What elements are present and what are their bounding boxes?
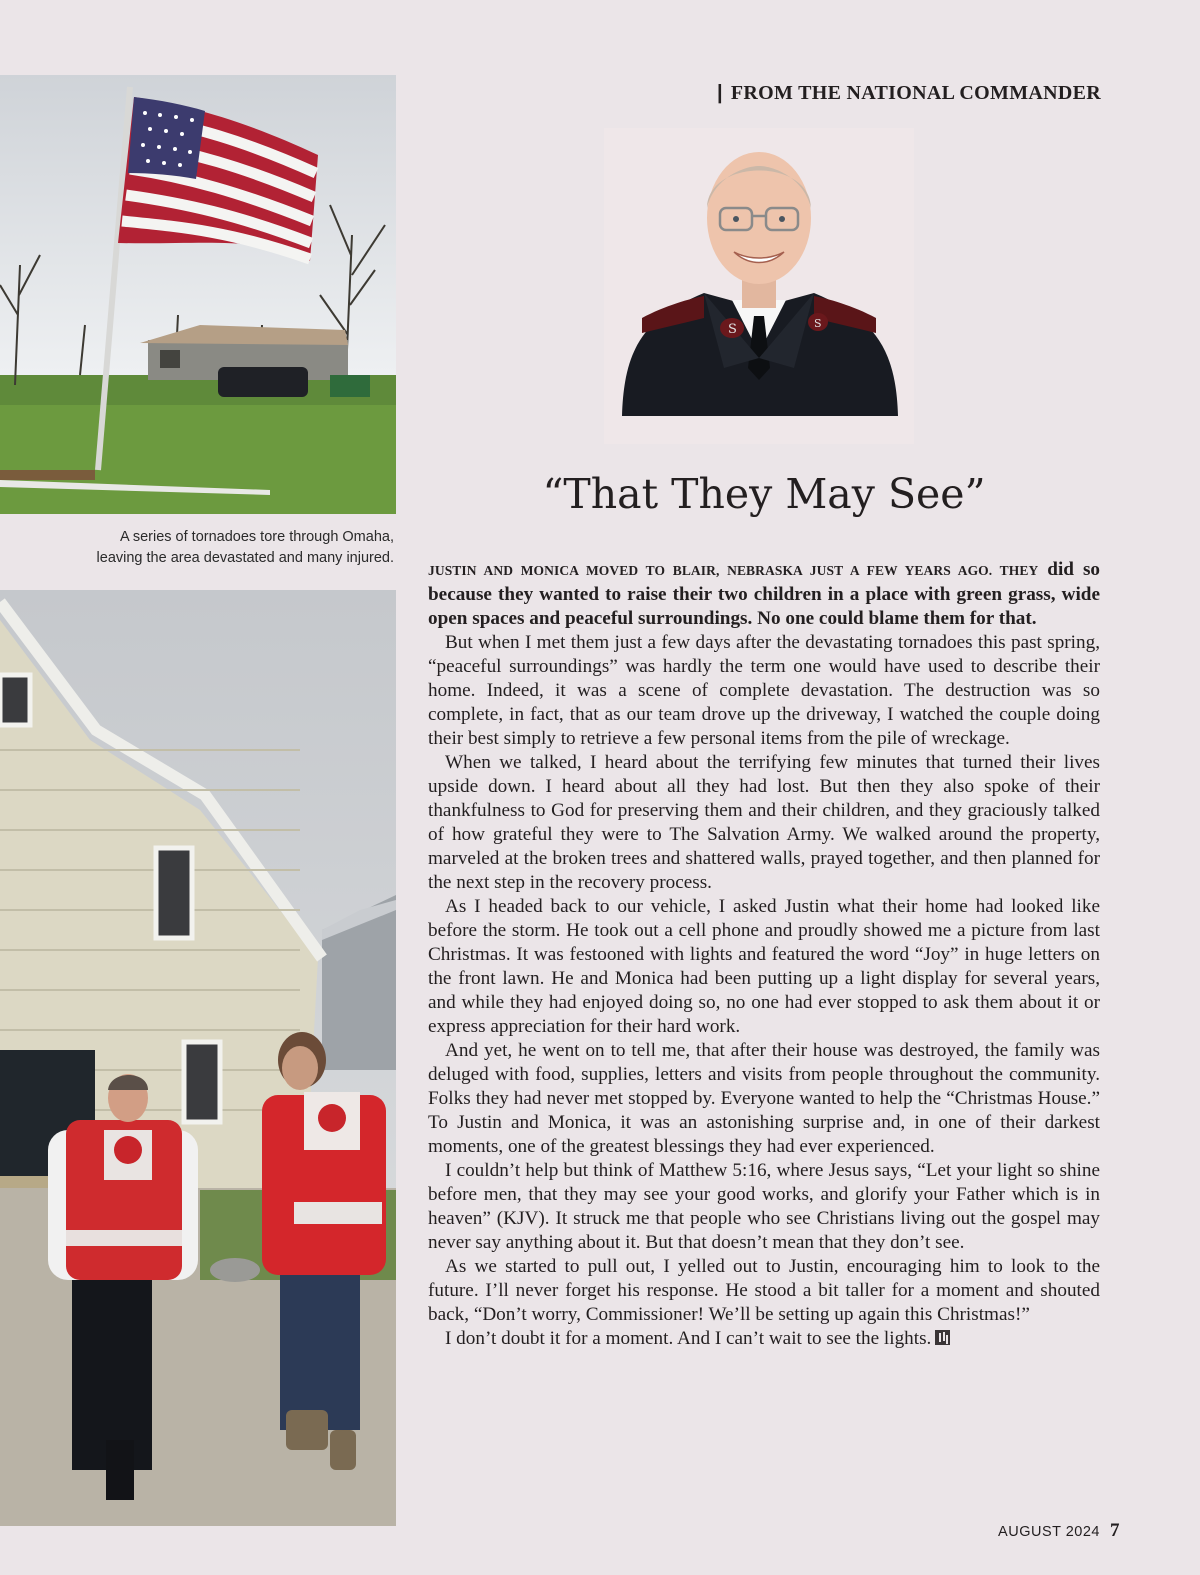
photo-caption [54, 527, 394, 569]
lead-caps: JUSTIN AND MONICA MOVED TO BLAIR, NEBRASKA JUST A FEW YEARS AGO. THEY [428, 563, 1039, 578]
section-label-text: FROM THE NATIONAL COMMANDER [730, 82, 1101, 104]
article-paragraph-4: And yet, he went on to tell me, that after their house was destroyed, the family was deluged with food, supplies, letters and visits from people throughout the community. Folks they had never met stopped by. Everyone wanted to help the “Christmas House.” To Justin and Monica, it was an astonishing surprise and, in one of their darkest moments, one of the greatest blessings they had ever experienced. [428, 1040, 1100, 1157]
article-paragraph-6: As we started to pull out, I yelled out to Justin, encouraging him to look to the future. I’ll never forget his response. He stood a bit taller for a moment and shouted back, “Don’t worry, Commissioner! We’ll be setting up again this Christmas!” [428, 1256, 1100, 1325]
svg-text:S: S [814, 317, 822, 330]
page-footer [998, 1520, 1120, 1542]
article-paragraph-2: When we talked, I heard about the terrifying few minutes that turned their lives upside down. I heard about all they had lost. But then they also spoke of their thankfulness to God for preserving them and their children, and they graciously talked of how grateful they were to The Salvation Army. We walked around the property, marveled at the broken trees and shattered walls, prayed together, and then planned for the next step in the recovery process. [428, 752, 1100, 893]
caption-line-1: A series of tornadoes tore through Omaha, [119, 529, 394, 545]
article-body [428, 558, 1100, 1351]
tornado-flag-photo [0, 75, 396, 514]
barn-relief-workers-photo [0, 590, 396, 1526]
article-paragraph-1: But when I met them just a few days after the devastating tornadoes this past spring, “peaceful surroundings” was hardly the term one would have used to describe their home. Indeed, it was a scene of complete devastation. The destruction was so complete, in fact, that as our team drove up the driveway, I watched the couple doing their best simply to retrieve a few personal items from the pile of wreckage. [428, 632, 1100, 749]
section-divider-bar: | [716, 82, 723, 104]
article-paragraph-7 [428, 1327, 1100, 1351]
caption-line-2: leaving the area devastated and many injured. [96, 550, 394, 566]
commander-portrait [604, 128, 914, 444]
issue-date: AUGUST 2024 [998, 1524, 1100, 1540]
end-mark-icon [935, 1330, 950, 1345]
section-label [717, 82, 1101, 105]
page-number: 7 [1110, 1520, 1120, 1541]
article-paragraph-3: As I headed back to our vehicle, I asked Justin what their home had looked like before the storm. He took out a cell phone and proudly showed me a picture from last Christmas. It was festooned with lights and featured the word “Joy” in huge letters on the front lawn. He and Monica had been putting up a light display for several years, and while they had enjoyed doing so, no one had ever stopped to ask them about it or express appreciation for their hard work. [428, 896, 1100, 1037]
svg-text:S: S [728, 322, 737, 337]
article-title: “That They May See” [542, 470, 986, 518]
lead-rest: did so because they wanted to raise their two children in a place with green grass, wide open spaces and peaceful surroundings. No one could blame them for that. [428, 559, 1100, 629]
article-closing-text: I don’t doubt it for a moment. And I can’t wait to see the lights. [445, 1328, 932, 1349]
article-lead-paragraph [428, 558, 1100, 631]
article-paragraph-5: I couldn’t help but think of Matthew 5:16, where Jesus says, “Let your light so shine before men, that they may see your good works, and glorify your Father which is in heaven” (KJV). It struck me that people who see Christians living out the gospel may never say anything about it. But that doesn’t mean that they don’t see. [428, 1160, 1100, 1253]
